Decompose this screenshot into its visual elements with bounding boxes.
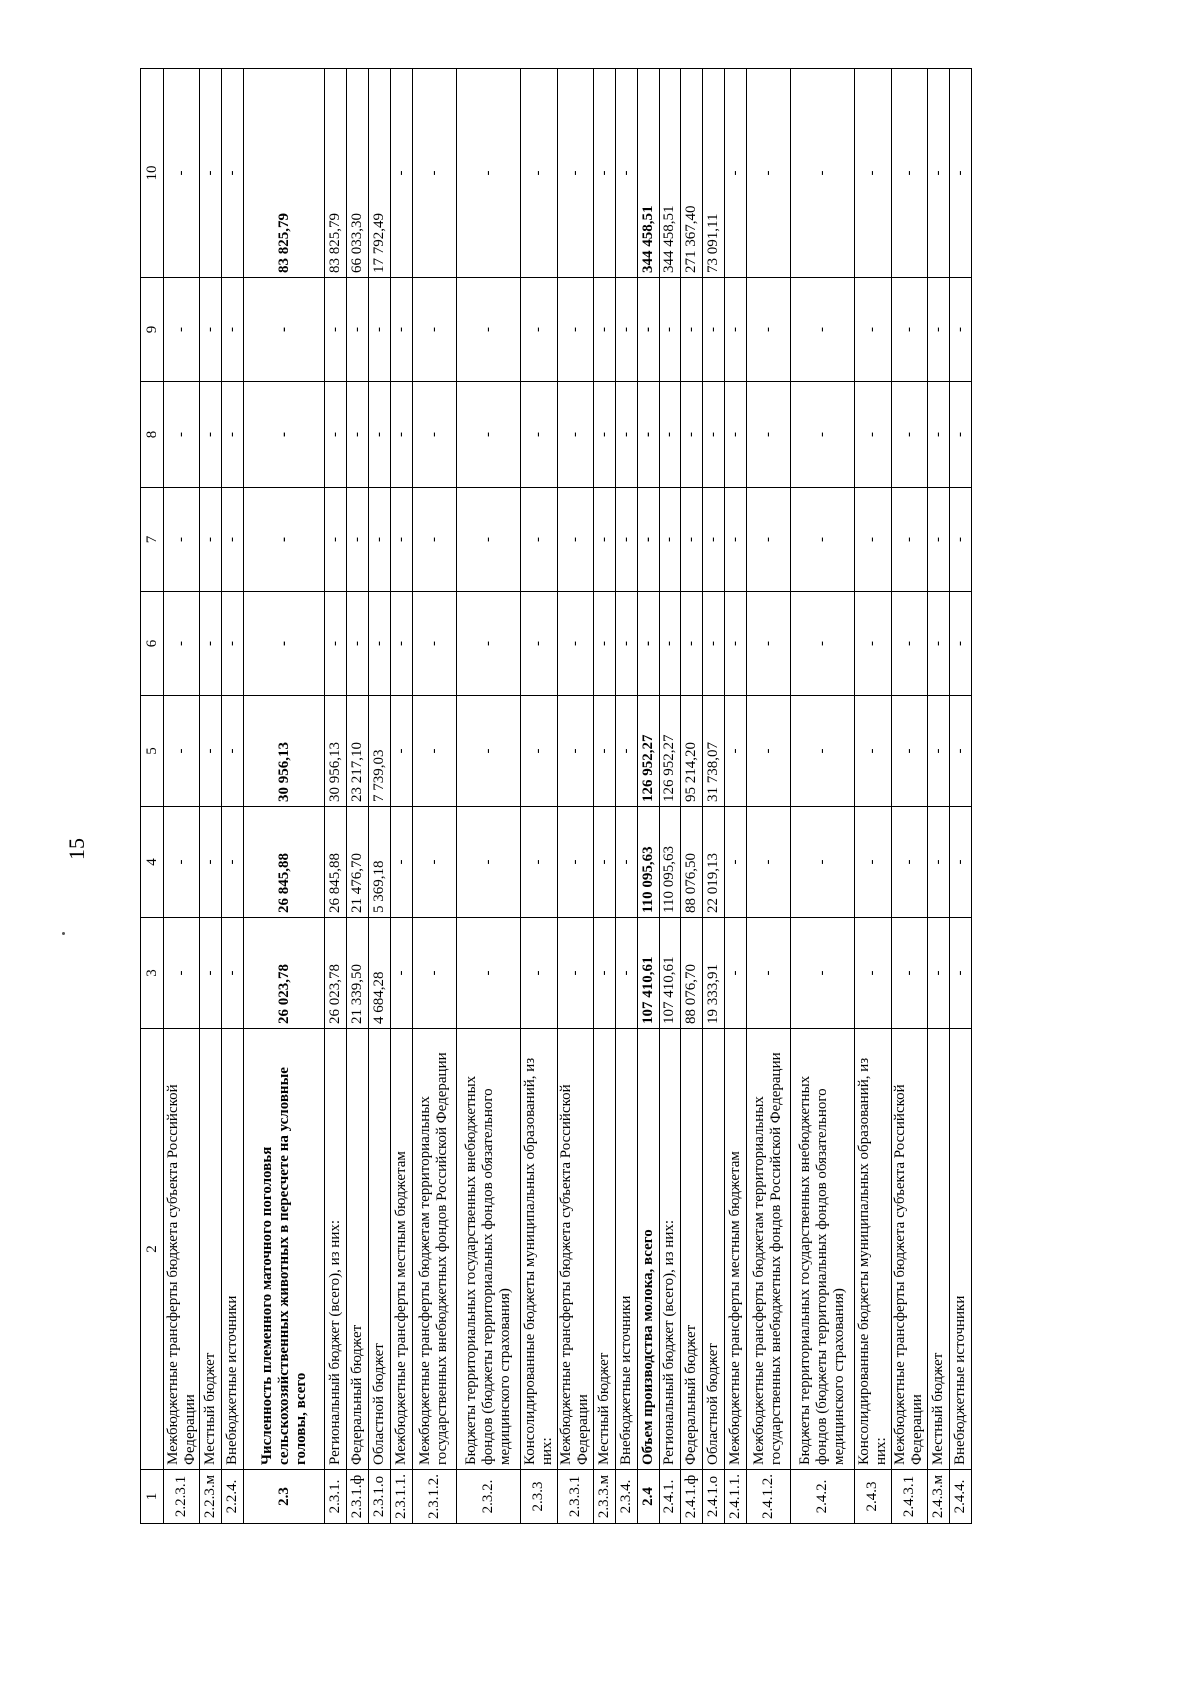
empty-value-cell: - — [949, 807, 971, 918]
empty-value-cell: - — [928, 382, 950, 488]
empty-value-cell: - — [456, 696, 521, 807]
row-description: Объем производства молока, всего — [637, 1029, 659, 1470]
row-code: 2.3.3.1 — [557, 1470, 593, 1524]
empty-value-cell: - — [222, 918, 244, 1029]
column-number-10: 10 — [141, 69, 164, 278]
value-cell: 83 825,79 — [244, 69, 325, 278]
column-number-4: 4 — [141, 807, 164, 918]
empty-value-cell: - — [593, 918, 615, 1029]
row-description: Межбюджетные трансферты местным бюджетам — [725, 1029, 747, 1470]
row-code: 2.4.1. — [659, 1470, 681, 1524]
empty-value-cell: - — [222, 382, 244, 488]
column-number-5: 5 — [141, 696, 164, 807]
empty-value-cell: - — [369, 488, 391, 592]
empty-value-cell: - — [659, 382, 681, 488]
empty-value-cell: - — [615, 69, 637, 278]
empty-value-cell: - — [456, 382, 521, 488]
column-number-9: 9 — [141, 278, 164, 382]
value-cell: 110 095,63 — [659, 807, 681, 918]
value-cell: 26 023,78 — [325, 918, 347, 1029]
row-code: 2.4.3.м — [928, 1470, 950, 1524]
empty-value-cell: - — [949, 69, 971, 278]
empty-value-cell: - — [557, 807, 593, 918]
empty-value-cell: - — [746, 696, 790, 807]
row-code: 2.3.1.ф — [347, 1470, 369, 1524]
empty-value-cell: - — [521, 696, 557, 807]
row-description: Консолидированные бюджеты муниципальных образований, из них: — [521, 1029, 557, 1470]
empty-value-cell: - — [855, 696, 891, 807]
empty-value-cell: - — [703, 592, 725, 696]
table-row — [681, 69, 703, 1524]
empty-value-cell: - — [790, 592, 855, 696]
empty-value-cell: - — [347, 382, 369, 488]
empty-value-cell: - — [369, 382, 391, 488]
value-cell: 4 684,28 — [369, 918, 391, 1029]
row-code: 2.4.1.2. — [746, 1470, 790, 1524]
empty-value-cell: - — [725, 918, 747, 1029]
empty-value-cell: - — [412, 488, 456, 592]
value-cell: 5 369,18 — [369, 807, 391, 918]
value-cell: 107 410,61 — [659, 918, 681, 1029]
table-row — [164, 69, 200, 1524]
table-row — [949, 69, 971, 1524]
value-cell: 83 825,79 — [325, 69, 347, 278]
row-description: Региональный бюджет (всего), из них: — [659, 1029, 681, 1470]
empty-value-cell: - — [746, 278, 790, 382]
column-number-8: 8 — [141, 382, 164, 488]
value-cell: 7 739,03 — [369, 696, 391, 807]
row-description: Областной бюджет — [703, 1029, 725, 1470]
table-row — [412, 69, 456, 1524]
row-code: 2.4.4. — [949, 1470, 971, 1524]
row-description: Областной бюджет — [369, 1029, 391, 1470]
row-code: 2.3.3.м — [593, 1470, 615, 1524]
empty-value-cell: - — [557, 278, 593, 382]
empty-value-cell: - — [200, 592, 222, 696]
row-description: Бюджеты территориальных государственных внебюджетных фондов (бюджеты территориальных фондов обязательного медицинского страхования) — [456, 1029, 521, 1470]
row-code: 2.4.1.о — [703, 1470, 725, 1524]
table-row — [222, 69, 244, 1524]
table-row — [390, 69, 412, 1524]
table-row — [928, 69, 950, 1524]
empty-value-cell: - — [615, 592, 637, 696]
empty-value-cell: - — [703, 382, 725, 488]
value-cell: 344 458,51 — [637, 69, 659, 278]
row-description: Межбюджетные трансферты местным бюджетам — [390, 1029, 412, 1470]
empty-value-cell: - — [855, 278, 891, 382]
empty-value-cell: - — [637, 278, 659, 382]
row-code: 2.4.3 — [855, 1470, 891, 1524]
empty-value-cell: - — [521, 278, 557, 382]
empty-value-cell: - — [200, 382, 222, 488]
row-code: 2.4.1.1. — [725, 1470, 747, 1524]
empty-value-cell: - — [593, 488, 615, 592]
empty-value-cell: - — [244, 382, 325, 488]
empty-value-cell: - — [164, 592, 200, 696]
empty-value-cell: - — [390, 488, 412, 592]
empty-value-cell: - — [593, 807, 615, 918]
empty-value-cell: - — [244, 592, 325, 696]
empty-value-cell: - — [703, 278, 725, 382]
value-cell: 19 333,91 — [703, 918, 725, 1029]
empty-value-cell: - — [681, 592, 703, 696]
empty-value-cell: - — [244, 278, 325, 382]
empty-value-cell: - — [412, 918, 456, 1029]
empty-value-cell: - — [725, 488, 747, 592]
row-description: Межбюджетные трансферты бюджета субъекта Российской Федерации — [891, 1029, 927, 1470]
table-row — [615, 69, 637, 1524]
empty-value-cell: - — [615, 918, 637, 1029]
empty-value-cell: - — [637, 382, 659, 488]
empty-value-cell: - — [390, 696, 412, 807]
table-row — [703, 69, 725, 1524]
value-cell: 88 076,50 — [681, 807, 703, 918]
empty-value-cell: - — [164, 69, 200, 278]
row-code: 2.4.1.ф — [681, 1470, 703, 1524]
empty-value-cell: - — [557, 69, 593, 278]
empty-value-cell: - — [891, 807, 927, 918]
empty-value-cell: - — [456, 69, 521, 278]
empty-value-cell: - — [949, 918, 971, 1029]
empty-value-cell: - — [891, 918, 927, 1029]
table-row — [637, 69, 659, 1524]
empty-value-cell: - — [790, 918, 855, 1029]
empty-value-cell: - — [456, 278, 521, 382]
empty-value-cell: - — [593, 278, 615, 382]
row-code: 2.2.3.м — [200, 1470, 222, 1524]
empty-value-cell: - — [521, 488, 557, 592]
empty-value-cell: - — [681, 278, 703, 382]
empty-value-cell: - — [855, 69, 891, 278]
budget-table-rotated — [140, 69, 972, 1524]
empty-value-cell: - — [637, 488, 659, 592]
empty-value-cell: - — [615, 488, 637, 592]
empty-value-cell: - — [790, 278, 855, 382]
row-code: 2.4 — [637, 1470, 659, 1524]
empty-value-cell: - — [891, 696, 927, 807]
empty-value-cell: - — [746, 918, 790, 1029]
row-code: 2.4.2. — [790, 1470, 855, 1524]
row-description: Федеральный бюджет — [347, 1029, 369, 1470]
empty-value-cell: - — [855, 807, 891, 918]
empty-value-cell: - — [347, 488, 369, 592]
table-row — [725, 69, 747, 1524]
empty-value-cell: - — [222, 696, 244, 807]
empty-value-cell: - — [390, 592, 412, 696]
empty-value-cell: - — [222, 807, 244, 918]
row-description: Региональный бюджет (всего), из них: — [325, 1029, 347, 1470]
value-cell: 66 033,30 — [347, 69, 369, 278]
empty-value-cell: - — [557, 592, 593, 696]
table-row — [746, 69, 790, 1524]
value-cell: 95 214,20 — [681, 696, 703, 807]
row-code: 2.2.4. — [222, 1470, 244, 1524]
empty-value-cell: - — [891, 592, 927, 696]
table-body — [164, 69, 972, 1524]
empty-value-cell: - — [659, 278, 681, 382]
row-description: Внебюджетные источники — [222, 1029, 244, 1470]
scan-speck — [62, 932, 65, 935]
empty-value-cell: - — [855, 592, 891, 696]
empty-value-cell: - — [369, 278, 391, 382]
value-cell: 126 952,27 — [659, 696, 681, 807]
column-number-2: 2 — [141, 1029, 164, 1470]
column-number-6: 6 — [141, 592, 164, 696]
row-description: Местный бюджет — [200, 1029, 222, 1470]
empty-value-cell: - — [412, 807, 456, 918]
empty-value-cell: - — [164, 807, 200, 918]
table-row — [891, 69, 927, 1524]
row-description: Местный бюджет — [928, 1029, 950, 1470]
row-description: Численность племенного маточного поголовья сельскохозяйственных животных в пересчете на условные головы, всего — [244, 1029, 325, 1470]
empty-value-cell: - — [725, 278, 747, 382]
table-row — [200, 69, 222, 1524]
row-code: 2.3.1.1. — [390, 1470, 412, 1524]
row-code: 2.2.3.1 — [164, 1470, 200, 1524]
empty-value-cell: - — [593, 696, 615, 807]
empty-value-cell: - — [928, 488, 950, 592]
value-cell: 30 956,13 — [244, 696, 325, 807]
value-cell: 17 792,49 — [369, 69, 391, 278]
empty-value-cell: - — [615, 382, 637, 488]
table-row — [521, 69, 557, 1524]
empty-value-cell: - — [557, 382, 593, 488]
value-cell: 271 367,40 — [681, 69, 703, 278]
empty-value-cell: - — [164, 696, 200, 807]
empty-value-cell: - — [557, 488, 593, 592]
empty-value-cell: - — [659, 488, 681, 592]
empty-value-cell: - — [390, 278, 412, 382]
empty-value-cell: - — [637, 592, 659, 696]
row-code: 2.3.2. — [456, 1470, 521, 1524]
empty-value-cell: - — [593, 69, 615, 278]
empty-value-cell: - — [244, 488, 325, 592]
empty-value-cell: - — [412, 382, 456, 488]
empty-value-cell: - — [200, 696, 222, 807]
table-row — [659, 69, 681, 1524]
empty-value-cell: - — [746, 592, 790, 696]
empty-value-cell: - — [949, 488, 971, 592]
table-row — [557, 69, 593, 1524]
value-cell: 30 956,13 — [325, 696, 347, 807]
empty-value-cell: - — [390, 918, 412, 1029]
empty-value-cell: - — [949, 696, 971, 807]
value-cell: 23 217,10 — [347, 696, 369, 807]
empty-value-cell: - — [615, 807, 637, 918]
empty-value-cell: - — [891, 382, 927, 488]
empty-value-cell: - — [164, 382, 200, 488]
empty-value-cell: - — [325, 382, 347, 488]
empty-value-cell: - — [928, 69, 950, 278]
empty-value-cell: - — [222, 592, 244, 696]
empty-value-cell: - — [347, 592, 369, 696]
empty-value-cell: - — [521, 807, 557, 918]
empty-value-cell: - — [928, 278, 950, 382]
table-row — [855, 69, 891, 1524]
empty-value-cell: - — [325, 278, 347, 382]
empty-value-cell: - — [521, 382, 557, 488]
empty-value-cell: - — [456, 918, 521, 1029]
row-description: Межбюджетные трансферты бюджетам территориальных государственных внебюджетных фондов Российской Федерации — [746, 1029, 790, 1470]
empty-value-cell: - — [855, 918, 891, 1029]
row-code: 2.3.1. — [325, 1470, 347, 1524]
empty-value-cell: - — [222, 488, 244, 592]
empty-value-cell: - — [949, 382, 971, 488]
empty-value-cell: - — [521, 69, 557, 278]
column-number-7: 7 — [141, 488, 164, 592]
empty-value-cell: - — [949, 278, 971, 382]
empty-value-cell: - — [557, 918, 593, 1029]
empty-value-cell: - — [928, 807, 950, 918]
budget-table — [140, 68, 972, 1524]
empty-value-cell: - — [557, 696, 593, 807]
empty-value-cell: - — [746, 488, 790, 592]
empty-value-cell: - — [222, 69, 244, 278]
row-description: Консолидированные бюджеты муниципальных образований, из них: — [855, 1029, 891, 1470]
empty-value-cell: - — [725, 696, 747, 807]
row-description: Межбюджетные трансферты бюджетам территориальных государственных внебюджетных фондов Российской Федерации — [412, 1029, 456, 1470]
empty-value-cell: - — [790, 488, 855, 592]
empty-value-cell: - — [412, 592, 456, 696]
value-cell: 107 410,61 — [637, 918, 659, 1029]
empty-value-cell: - — [615, 696, 637, 807]
value-cell: 26 845,88 — [244, 807, 325, 918]
empty-value-cell: - — [746, 807, 790, 918]
empty-value-cell: - — [456, 592, 521, 696]
empty-value-cell: - — [891, 278, 927, 382]
empty-value-cell: - — [725, 69, 747, 278]
value-cell: 88 076,70 — [681, 918, 703, 1029]
empty-value-cell: - — [681, 488, 703, 592]
empty-value-cell: - — [659, 592, 681, 696]
empty-value-cell: - — [521, 592, 557, 696]
table-row — [790, 69, 855, 1524]
empty-value-cell: - — [725, 807, 747, 918]
value-cell: 31 738,07 — [703, 696, 725, 807]
empty-value-cell: - — [725, 382, 747, 488]
empty-value-cell: - — [200, 488, 222, 592]
row-description: Местный бюджет — [593, 1029, 615, 1470]
value-cell: 21 476,70 — [347, 807, 369, 918]
value-cell: 344 458,51 — [659, 69, 681, 278]
empty-value-cell: - — [200, 807, 222, 918]
row-code: 2.3.1.2. — [412, 1470, 456, 1524]
empty-value-cell: - — [325, 488, 347, 592]
row-description: Внебюджетные источники — [615, 1029, 637, 1470]
empty-value-cell: - — [390, 807, 412, 918]
row-description: Межбюджетные трансферты бюджета субъекта Российской Федерации — [557, 1029, 593, 1470]
empty-value-cell: - — [855, 488, 891, 592]
empty-value-cell: - — [200, 918, 222, 1029]
empty-value-cell: - — [790, 807, 855, 918]
value-cell: 21 339,50 — [347, 918, 369, 1029]
empty-value-cell: - — [412, 278, 456, 382]
table-row — [593, 69, 615, 1524]
empty-value-cell: - — [593, 592, 615, 696]
empty-value-cell: - — [412, 69, 456, 278]
empty-value-cell: - — [390, 69, 412, 278]
empty-value-cell: - — [615, 278, 637, 382]
empty-value-cell: - — [222, 278, 244, 382]
table-row — [244, 69, 325, 1524]
empty-value-cell: - — [891, 69, 927, 278]
page-number: 15 — [64, 838, 89, 860]
empty-value-cell: - — [593, 382, 615, 488]
table-row — [369, 69, 391, 1524]
empty-value-cell: - — [928, 918, 950, 1029]
empty-value-cell: - — [164, 918, 200, 1029]
empty-value-cell: - — [790, 382, 855, 488]
row-code: 2.3 — [244, 1470, 325, 1524]
empty-value-cell: - — [456, 807, 521, 918]
empty-value-cell: - — [325, 592, 347, 696]
empty-value-cell: - — [746, 69, 790, 278]
column-number-row — [141, 69, 164, 1524]
table-row — [347, 69, 369, 1524]
empty-value-cell: - — [412, 696, 456, 807]
row-description: Федеральный бюджет — [681, 1029, 703, 1470]
empty-value-cell: - — [790, 69, 855, 278]
empty-value-cell: - — [681, 382, 703, 488]
table-row — [325, 69, 347, 1524]
empty-value-cell: - — [369, 592, 391, 696]
empty-value-cell: - — [164, 278, 200, 382]
value-cell: 22 019,13 — [703, 807, 725, 918]
empty-value-cell: - — [200, 278, 222, 382]
value-cell: 126 952,27 — [637, 696, 659, 807]
empty-value-cell: - — [390, 382, 412, 488]
value-cell: 110 095,63 — [637, 807, 659, 918]
empty-value-cell: - — [164, 488, 200, 592]
row-code: 2.3.3 — [521, 1470, 557, 1524]
table-row — [456, 69, 521, 1524]
row-description: Внебюджетные источники — [949, 1029, 971, 1470]
column-number-3: 3 — [141, 918, 164, 1029]
empty-value-cell: - — [200, 69, 222, 278]
value-cell: 26 023,78 — [244, 918, 325, 1029]
value-cell: 26 845,88 — [325, 807, 347, 918]
empty-value-cell: - — [790, 696, 855, 807]
row-code: 2.3.1.о — [369, 1470, 391, 1524]
column-number-1: 1 — [141, 1470, 164, 1524]
empty-value-cell: - — [521, 918, 557, 1029]
empty-value-cell: - — [746, 382, 790, 488]
row-description: Бюджеты территориальных государственных внебюджетных фондов (бюджеты территориальных фондов обязательного медицинского страхования) — [790, 1029, 855, 1470]
row-description: Межбюджетные трансферты бюджета субъекта Российской Федерации — [164, 1029, 200, 1470]
empty-value-cell: - — [725, 592, 747, 696]
row-code: 2.3.4. — [615, 1470, 637, 1524]
empty-value-cell: - — [949, 592, 971, 696]
value-cell: 73 091,11 — [703, 69, 725, 278]
empty-value-cell: - — [855, 382, 891, 488]
empty-value-cell: - — [456, 488, 521, 592]
empty-value-cell: - — [703, 488, 725, 592]
empty-value-cell: - — [928, 696, 950, 807]
empty-value-cell: - — [891, 488, 927, 592]
empty-value-cell: - — [928, 592, 950, 696]
empty-value-cell: - — [347, 278, 369, 382]
row-code: 2.4.3.1 — [891, 1470, 927, 1524]
